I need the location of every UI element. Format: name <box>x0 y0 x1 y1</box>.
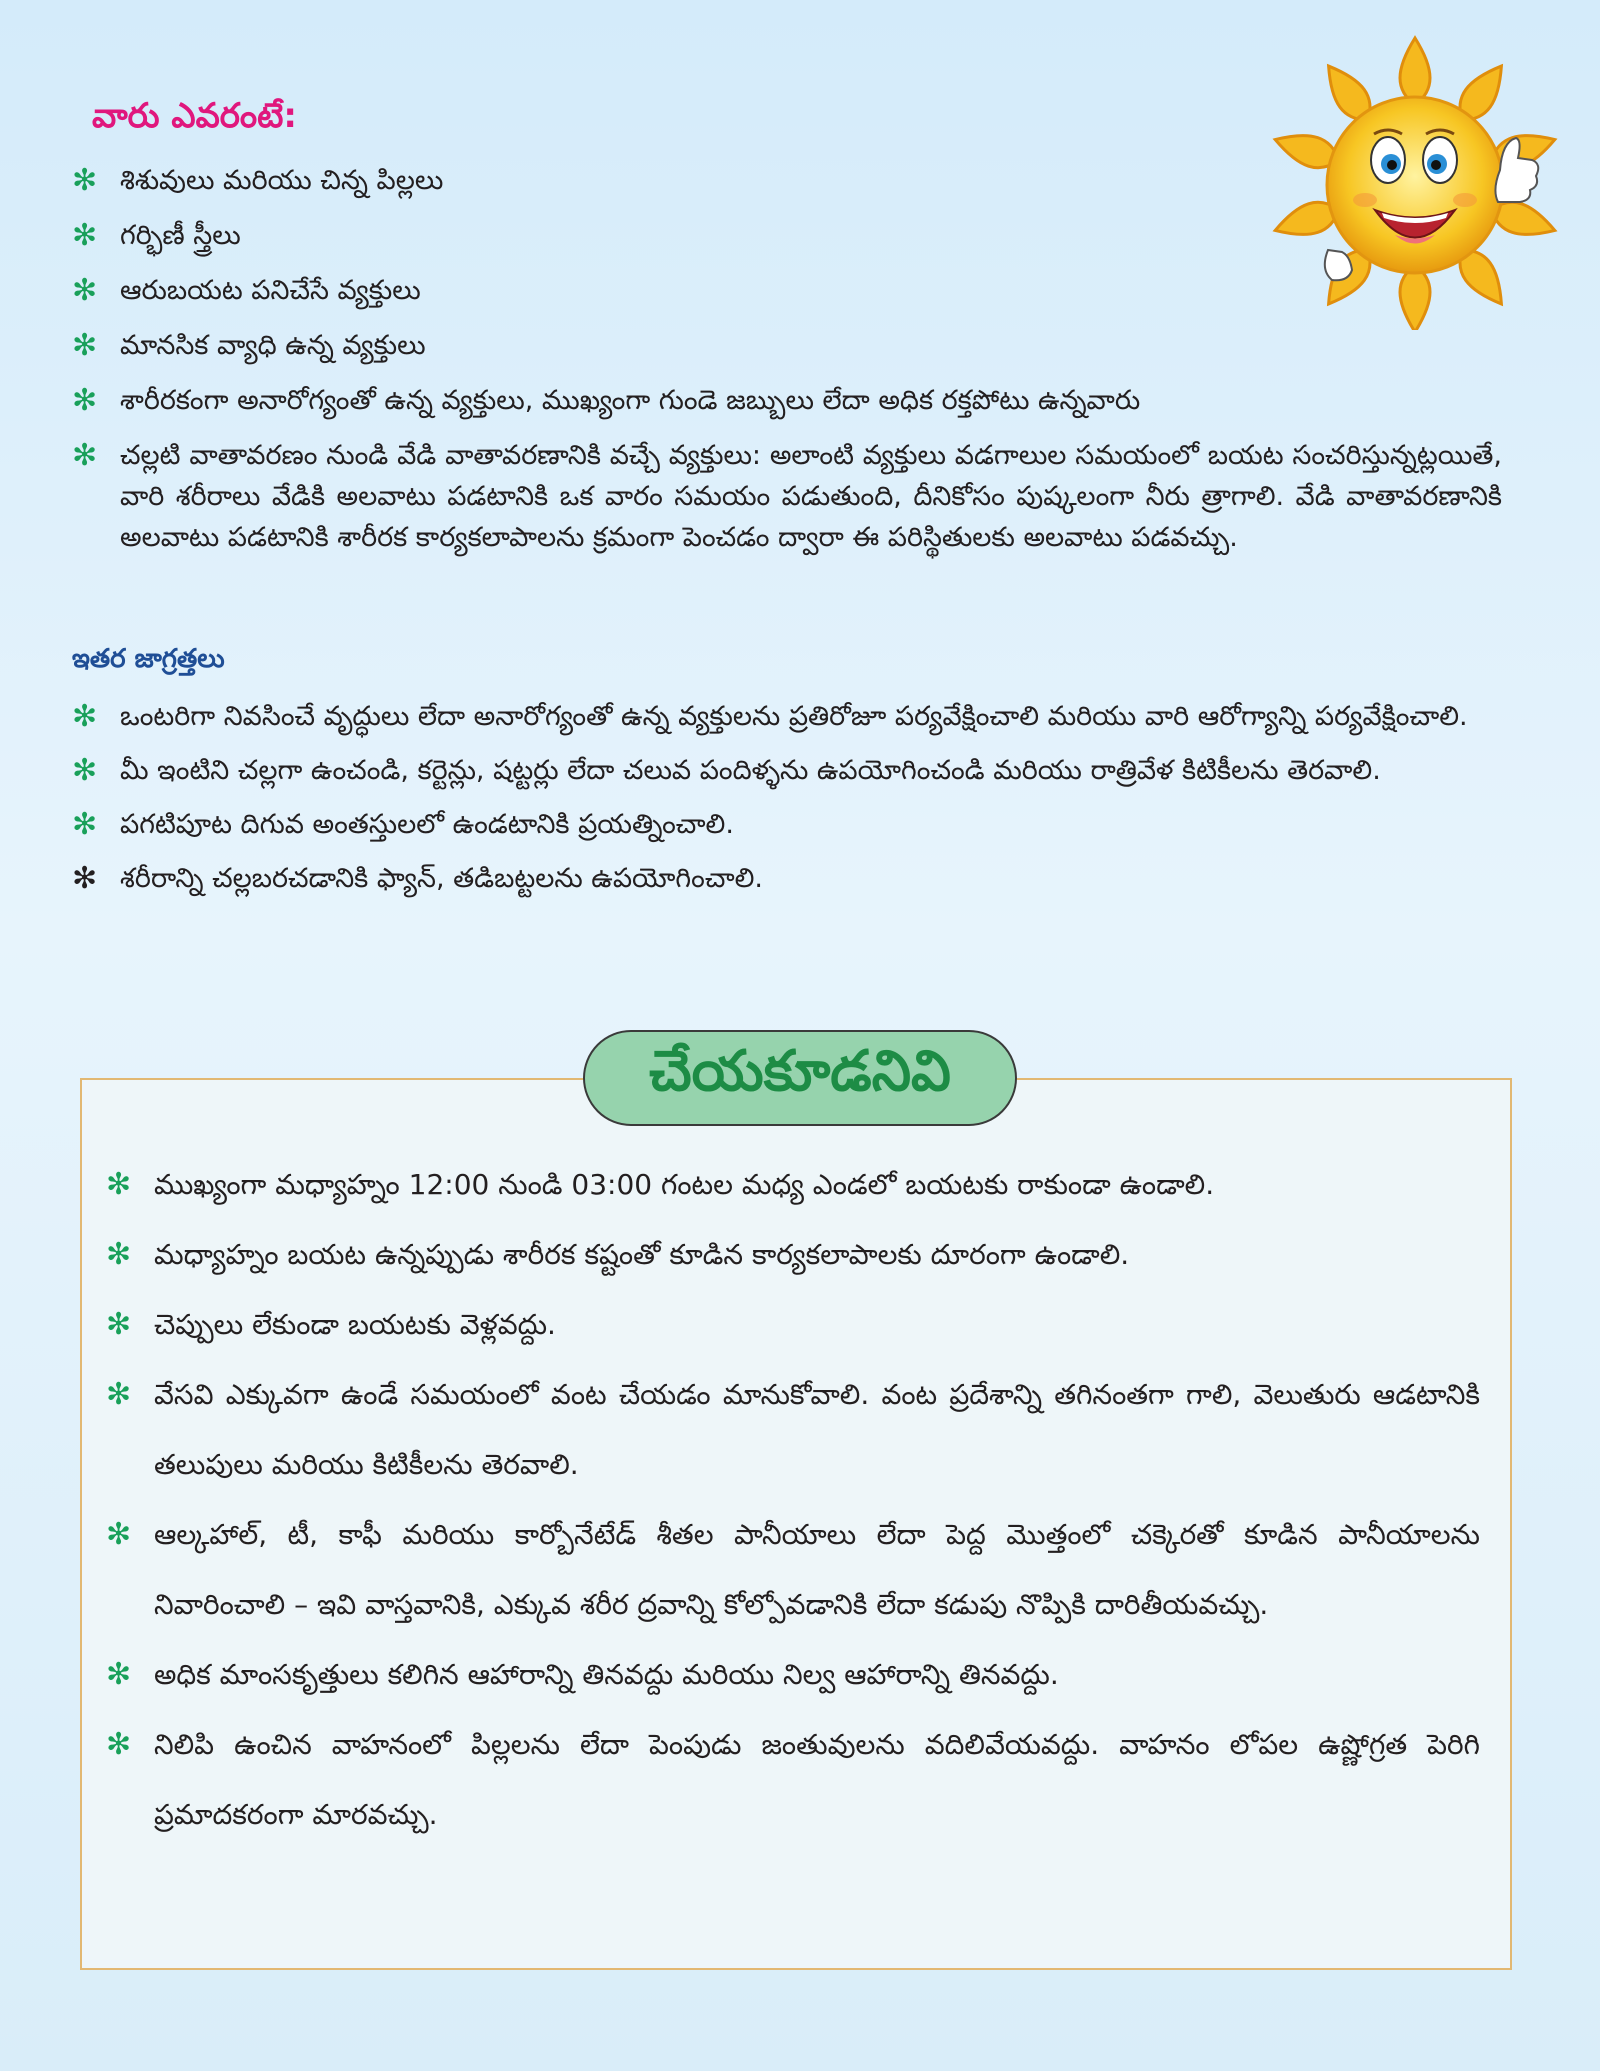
list-item: ✻ శారీరకంగా అనారోగ్యంతో ఉన్న వ్యక్తులు, ముఖ్యంగా గుండె జబ్బులు లేదా అధిక రక్తపోటు ఉన్నవారు <box>72 380 1502 421</box>
bullet-star-icon: ✻ <box>106 1167 132 1202</box>
list-item: ✻ మధ్యాహ్నం బయట ఉన్నప్పుడు శారీరక కష్టంతో కూడిన కార్యకలాపాలకు దూరంగా ఉండాలి. <box>106 1220 1480 1290</box>
bullet-star-icon: ✻ <box>72 807 98 842</box>
heading-who: వారు ఎవరంటే: <box>92 96 297 136</box>
who-list <box>72 160 1502 572</box>
bullet-star-icon: ✻ <box>72 753 98 788</box>
list-item: ✻ ఒంటరిగా నివసించే వృద్ధులు లేదా అనారోగ్యంతో ఉన్న వ్యక్తులను ప్రతిరోజూ పర్యవేక్షించాలి మరియు వారి ఆరోగ్యాన్ని పర్యవేక్షించాలి. <box>72 696 1472 737</box>
list-item: ✻ గర్భిణీ స్త్రీలు <box>72 215 1502 256</box>
list-item: ✻ ఆరుబయట పనిచేసే వ్యక్తులు <box>72 270 1502 311</box>
list-item: ✻ మీ ఇంటిని చల్లగా ఉంచండి, కర్టెన్లు, షట్టర్లు లేదా చలువ పందిళ్ళను ఉపయోగించండి మరియు రాత్రివేళ కిటికీలను తెరవాలి. <box>72 750 1472 791</box>
donts-title: చేయకూడనివి <box>583 1030 1017 1126</box>
list-item: ✻ శరీరాన్ని చల్లబరచడానికి ఫ్యాన్, తడిబట్టలను ఉపయోగించాలి. <box>72 858 1472 899</box>
bullet-star-icon: ✻ <box>106 1727 132 1762</box>
bullet-star-icon: ✻ <box>72 861 98 896</box>
list-item: ✻ ఆల్కహాల్, టీ, కాఫీ మరియు కార్బోనేటేడ్ శీతల పానీయాలు లేదా పెద్ద మొత్తంలో చక్కెరతో కూడిన పానీయాలను నివారించాలి – ఇవి వాస్తవానికి, ఎక్కువ శరీర ద్రవాన్ని కోల్పోవడానికి లేదా కడుపు నొప్పికి దారితీయవచ్చు. <box>106 1500 1480 1640</box>
bullet-star-icon: ✻ <box>72 218 98 253</box>
donts-list <box>106 1150 1480 1850</box>
heading-other-precautions: ఇతర జాగ్రత్తలు <box>72 644 225 674</box>
list-item: ✻ చెప్పులు లేకుండా బయటకు వెళ్లవద్దు. <box>106 1290 1480 1360</box>
list-item: ✻ వేసవి ఎక్కువగా ఉండే సమయంలో వంట చేయడం మానుకోవాలి. వంట ప్రదేశాన్ని తగినంతగా గాలి, వెలుతురు ఆడటానికి తలుపులు మరియు కిటికీలను తెరవాలి. <box>106 1360 1480 1500</box>
bullet-star-icon: ✻ <box>106 1307 132 1342</box>
list-item: ✻ మానసిక వ్యాధి ఉన్న వ్యక్తులు <box>72 325 1502 366</box>
bullet-star-icon: ✻ <box>72 328 98 363</box>
list-item: ✻ ముఖ్యంగా మధ్యాహ్నం 12:00 నుండి 03:00 గంటల మధ్య ఎండలో బయటకు రాకుండా ఉండాలి. <box>106 1150 1480 1220</box>
bullet-star-icon: ✻ <box>72 699 98 734</box>
bullet-star-icon: ✻ <box>106 1517 132 1552</box>
bullet-star-icon: ✻ <box>72 273 98 308</box>
list-item: ✻ చల్లటి వాతావరణం నుండి వేడి వాతావరణానికి వచ్చే వ్యక్తులు: అలాంటి వ్యక్తులు వడగాలుల సమయంలో బయట సంచరిస్తున్నట్లయితే, వారి శరీరాలు వేడికి అలవాటు పడటానికి ఒక వారం సమయం పడుతుంది, దీనికోసం పుష్కలంగా నీరు త్రాగాలి. వేడి వాతావరణానికి అలవాటు పడటానికి శారీరక కార్యకలాపాలను క్రమంగా పెంచడం ద్వారా ఈ పరిస్థితులకు అలవాటు పడవచ్చు. <box>72 435 1502 558</box>
bullet-star-icon: ✻ <box>72 438 98 473</box>
list-item: ✻ అధిక మాంసకృత్తులు కలిగిన ఆహారాన్ని తినవద్దు మరియు నిల్వ ఆహారాన్ని తినవద్దు. <box>106 1640 1480 1710</box>
bullet-star-icon: ✻ <box>72 163 98 198</box>
list-item: ✻ పగటిపూట దిగువ అంతస్తులలో ఉండటానికి ప్రయత్నించాలి. <box>72 804 1472 845</box>
bullet-star-icon: ✻ <box>106 1237 132 1272</box>
bullet-star-icon: ✻ <box>106 1657 132 1692</box>
bullet-star-icon: ✻ <box>106 1377 132 1412</box>
list-item: ✻ శిశువులు మరియు చిన్న పిల్లలు <box>72 160 1502 201</box>
list-item: ✻ నిలిపి ఉంచిన వాహనంలో పిల్లలను లేదా పెంపుడు జంతువులను వదిలివేయవద్దు. వాహనం లోపల ఉష్ణోగ్రత పెరిగి ప్రమాదకరంగా మారవచ్చు. <box>106 1710 1480 1850</box>
precautions-list <box>72 696 1472 912</box>
bullet-star-icon: ✻ <box>72 383 98 418</box>
